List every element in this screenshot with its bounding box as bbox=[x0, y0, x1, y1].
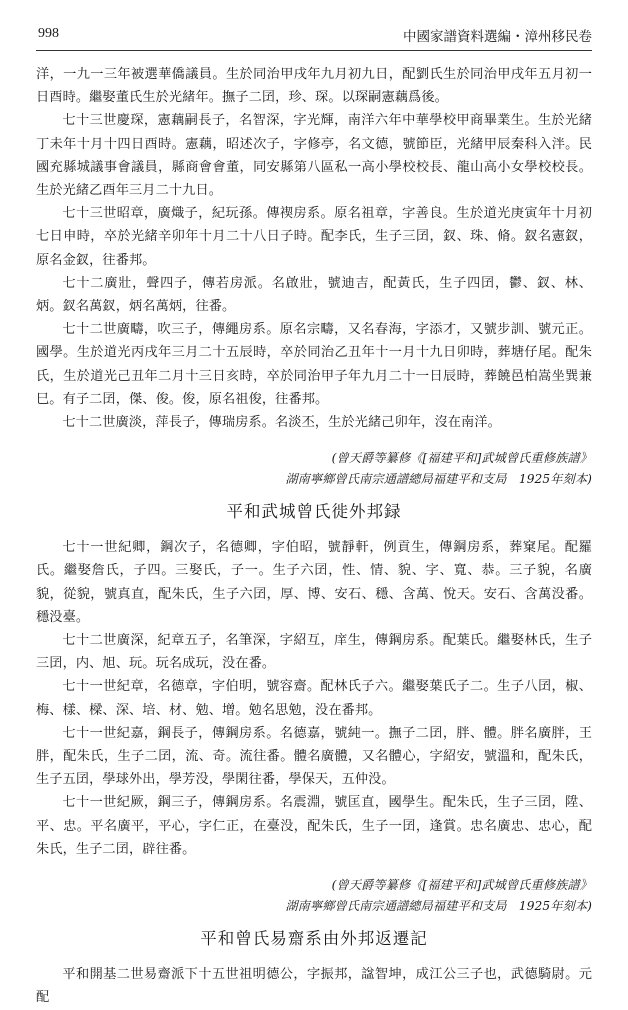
section-title: 平和武城曾氏徙外邦録 bbox=[226, 502, 402, 522]
page-number: 998 bbox=[38, 26, 59, 41]
page-header bbox=[36, 24, 592, 46]
citation bbox=[36, 875, 592, 917]
paragraph: 洋，一九一三年被選華僑議員。生於同治甲戌年九月初九日，配劉氏生於同治甲戌年五月初一日酉時。繼娶董氏生於光緒年。撫子二囝，珍、琛。以琛嗣憲藕爲後。 bbox=[36, 67, 592, 106]
citation-line: 湖南寧鄉曾氏南宗通譜總局福建平和支局 1925年刻本) bbox=[285, 899, 592, 914]
paragraph: 七十三世昭章，廣熾子，紀玩孫。傳禊房系。原名祖章，字善良。生於道光庚寅年十月初七日申時，卒於光緒辛卯年十月二十八日子時。配李氏，生子三囝，釵、珠、脩。釵名憲釵，原名金釵，往番邦。 bbox=[36, 206, 592, 268]
paragraph: 七十一世紀卿，鋼次子，名德卿，字伯昭，號靜軒，例貢生，傳鋼房系，葬窠尾。配羅氏。繼娶詹氏，子四。三娶氏，子一。生子六囝，性、情、貌、字、寬、恭。三子貌，名廣貌，從貌，號真直，配朱氏，生子六囝，厚、博、安石、穩、含萬、悅天。安石、含萬没番。穩没臺。 bbox=[36, 540, 592, 625]
section-title: 平和曾氏易齋系由外邦返遷記 bbox=[200, 929, 428, 949]
paragraph: 七十一世紀章，名德章，字伯明，號容齋。配林氏子六。繼娶葉氏子二。生子八囝，椒、梅、樣、樑、深、培、材、勉、增。勉名思勉，没在番邦。 bbox=[36, 679, 592, 718]
paragraph: 七十三世慶琛，憲藕嗣長子，名智深，字光輝，南洋六年中華學校甲商畢業生。生於光緒丁未年十月十四日酉時。憲藕，昭述次子，字修亭，名文德，號節臣，光緒甲辰秦科入泮。民國充縣城議事會議員，縣商會會董，同安縣第八區私一高小學校校長、龍山高小女學校校長。生於光緒乙酉年三月二十九日。 bbox=[36, 113, 592, 199]
header-rule bbox=[36, 50, 592, 51]
paragraph: 七十二世廣疇，吹三子，傳繩房系。原名宗疇，又名春海，字添才，又號步訓、號元正。國學。生於道光丙戌年三月二十五辰時，卒於同治乙丑年十一月十九日卯時，葬塘仔尾。配朱氏，生於道光己丑年二月十三日亥時，卒於同治甲子年九月二十一日辰時，葬饒邑柏嵩坐巽兼巳。有子二囝，傑、俊。俊，原名祖俊，往番邦。 bbox=[36, 322, 592, 407]
paragraph: 七十二廣壯，聲四子，傳若房派。名啟壯，號迪吉，配黃氏，生子四囝，鬱、釵、林、炳。釵名萬釵，炳名萬炳，往番。 bbox=[36, 275, 592, 315]
citation bbox=[36, 448, 592, 490]
running-title: 中國家譜資料選編・漳州移民卷 bbox=[403, 29, 592, 45]
citation-line: (曾天爵等纂修《[福建平和]武城曾氏重修族譜》 bbox=[331, 878, 592, 893]
paragraph: 七十二世廣淡，萍長子，傳瑞房系。名淡丕，生於光緒己卯年，沒在南洋。 bbox=[62, 415, 501, 431]
paragraph: 七十一世紀厥，鋼三子，傳鋼房系。名震淵，號匡直，國學生。配朱氏，生子三囝，陞、平、忠。平名廣平，平心，字仁正，在臺没，配朱氏，生子一囝，逢賞。忠名廣忠、忠心，配朱氏，生子二囝，辟往番。 bbox=[36, 795, 592, 857]
citation-line: 湖南寧鄉曾氏南宗通譜總局福建平和支局 1925年刻本) bbox=[285, 472, 592, 487]
paragraph: 平和開基二世易齋派下十五世祖明德公，字振邦，諡智坤，成江公三子也，武德騎尉。元配 bbox=[36, 967, 592, 1006]
paragraph: 七十二世廣深，紀章五子，名筆深，字紹互，庠生，傳鋼房系。配葉氏。繼娶林氏，生子三囝，内、旭、玩。玩名成玩，没在番。 bbox=[36, 633, 592, 672]
document-body bbox=[36, 63, 592, 1010]
paragraph: 七十一世紀嘉，鋼長子，傳鋼房系。名德嘉，號純一。撫子二囝，胖、體。胖名廣胖，王胖，配朱氏，生子二囝，流、奇。流往番。體名廣體，又名體心，字紹安，號溫和，配朱氏，生子五囝，學球外出，學芳没，學閑往番，學保天，五仲没。 bbox=[36, 725, 592, 788]
citation-line: (曾天爵等纂修《[福建平和]武城曾氏重修族譜》 bbox=[331, 451, 592, 466]
